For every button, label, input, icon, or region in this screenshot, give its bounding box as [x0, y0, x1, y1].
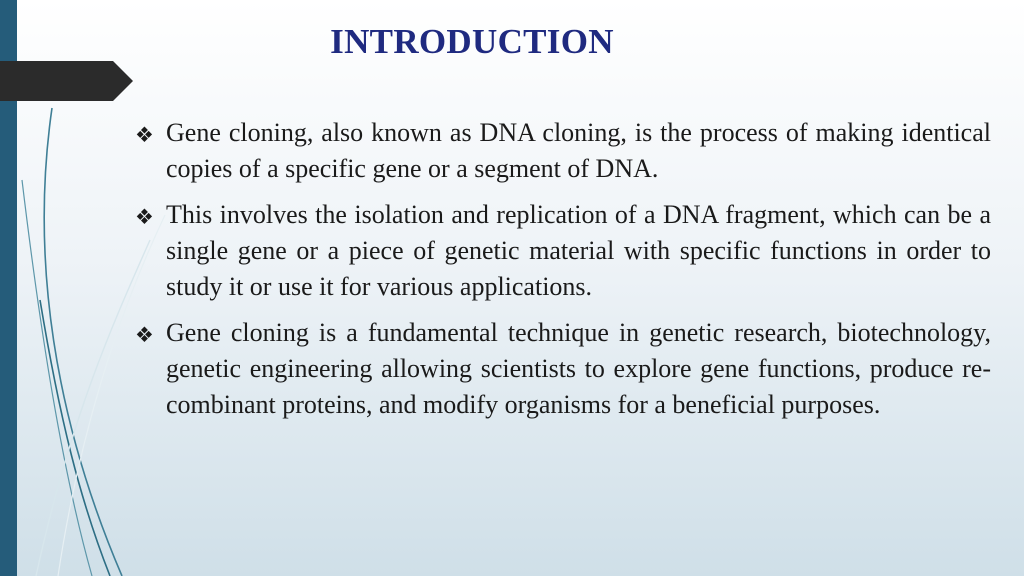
- bullet-text-3: Gene cloning is a fundamental technique in genetic research, biotechnology, genetic engineering allowing scientists to explore gene functions, produce re-combinant proteins, and modify organisms for a beneficial purposes.: [166, 318, 991, 419]
- title-tab-arrow: [0, 61, 133, 101]
- bullet-text-2: This involves the isolation and replication of a DNA fragment, which can be a single gene or a piece of genetic material with specific functions in order to study it or use it for various applications.: [166, 200, 991, 301]
- slide-title: INTRODUCTION: [330, 22, 614, 61]
- bullet-list: [133, 115, 991, 433]
- diamond-cluster-icon: ❖: [135, 323, 154, 347]
- diamond-cluster-icon: ❖: [135, 205, 154, 229]
- bullet-item-1: [133, 115, 991, 187]
- bullet-item-3: [133, 315, 991, 423]
- bullet-text-1: Gene cloning, also known as DNA cloning, is the process of making identical copies of a specific gene or a segment of DNA.: [166, 118, 991, 183]
- bullet-item-2: [133, 197, 991, 305]
- diamond-cluster-icon: ❖: [135, 123, 154, 147]
